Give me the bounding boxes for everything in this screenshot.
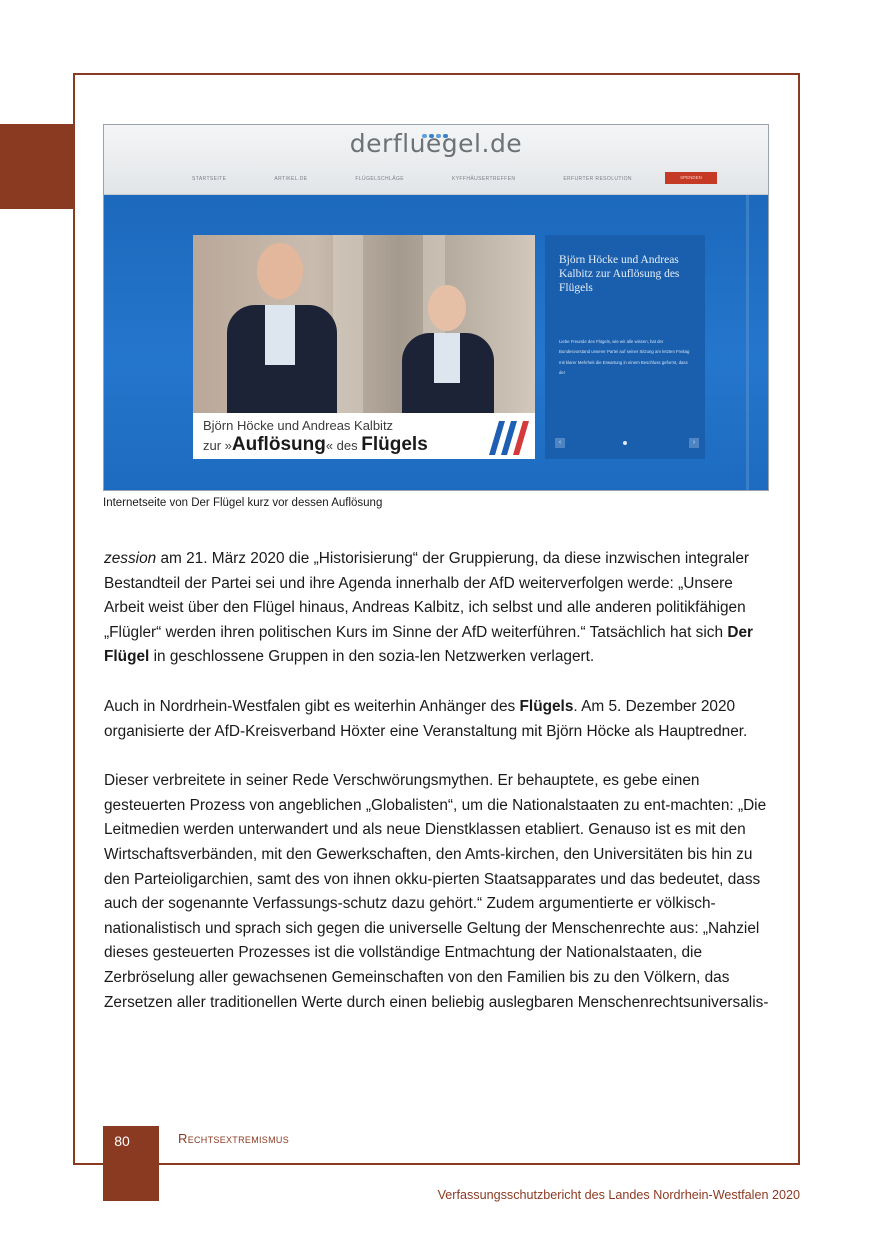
site-donate-button: SPENDEN	[665, 172, 717, 184]
paragraph: Auch in Nordrhein-Westfalen gibt es weiterhin Anhänger des Flügels. Am 5. Dezember 2020 organisierte der AfD-Kreisverband Höxter eine Veranstaltung mit Björn Höcke als Hauptredner.	[104, 697, 748, 740]
site-nav-item: ARTIKEL.DE	[274, 176, 308, 182]
person-right	[398, 265, 498, 413]
slider-controls	[555, 438, 699, 450]
teaser-box	[545, 235, 705, 459]
photo-caption-line2: zur »Auflösung« des Flügels	[203, 434, 428, 455]
paragraph: Dieser verbreitete in seiner Rede Verschwörungsmythen. Er behauptete, es gebe einen gesteuerten Prozess von angeblichen „Globalisten“, um die Nationalstaaten zu ent-machten: „Die Leitmedien werden unterwandert und als neue Dienstklassen etabliert. Genauso ist es mit den Wirtschaftsverbänden, mit den Gewerkschaften, den Amts-kirchen, den Universitäten bis hin zu den Parteioligarchien, samt des von ihnen okku-pierten Staatsapparates und das bedeutet, dass auch der sogenannte Verfassungs-schutz dazu gehört.“ Zudem argumentierte er völkisch-nationalistisch und sprach sich gegen die universelle Geltung der Menschenrechte aus: „Nahziel dieses gesteuerten Prozesses ist die vollständige Entmachtung der Nationalstaaten, die Zerbröselung aller gewachsenen Gemeinschaften von den Familien bis zu den Völkern, das Zersetzen aller traditionellen Werte durch einen beliebig auslegbaren Menschenrechtsuniversalis-	[104, 772, 769, 1011]
chevron-left-icon: ‹	[555, 438, 565, 448]
slider-dot-icon	[623, 441, 627, 445]
site-nav-item: ERFURTER RESOLUTION	[563, 176, 632, 182]
flag-stripes-icon	[475, 421, 531, 455]
site-scroll-edge	[746, 195, 749, 491]
site-header	[104, 125, 768, 195]
photo-caption-bar	[193, 413, 535, 459]
teaser-title: Björn Höcke und Andreas Kalbitz zur Auflösung des Flügels	[559, 254, 680, 294]
site-nav	[192, 176, 632, 182]
footer-title: Verfassungsschutzbericht des Landes Nordrhein-Westfalen 2020	[437, 1188, 800, 1202]
section-label: Rechtsextremismus	[178, 1131, 289, 1146]
site-logo: derfluegel.de	[349, 129, 523, 158]
website-screenshot	[103, 124, 769, 491]
chevron-right-icon: ›	[689, 438, 699, 448]
person-left	[223, 235, 343, 413]
portrait-photo	[193, 235, 535, 413]
side-color-tab	[0, 124, 74, 209]
page-number-box	[103, 1126, 159, 1201]
site-nav-item: FLÜGELSCHLÄGE	[355, 176, 404, 182]
page-number: 80	[114, 1133, 130, 1149]
figure-caption: Internetseite von Der Flügel kurz vor dessen Auflösung	[103, 497, 383, 509]
photo-caption-line1: Björn Höcke und Andreas Kalbitz	[203, 418, 394, 433]
body-text	[104, 547, 772, 1040]
paragraph: zession am 21. März 2020 die „Historisierung“ der Gruppierung, da diese inzwischen integraler Bestandteil der Partei sei und ihre Agenda innerhalb der AfD weiterverfolgen werde: „Unsere Arbeit weist über den Flügel hinaus, Andreas Kalbitz, ich selbst und alle anderen politikfähigen „Flügler“ werden ihren politischen Kurs im Sinne der AfD weiterführen.“ Tatsächlich hat sich Der Flügel in geschlossene Gruppen in den sozia-len Netzwerken verlagert.	[104, 550, 753, 666]
teaser-text: Liebe Freunde des Flügels, wie wir alle wissen, hat der Bundesvorstand unserer Partei auf seiner Sitzung am letzten Freitag mit klarer Mehrheit die Erwartung in einem Beschluss geformt, dass der	[559, 339, 690, 376]
site-nav-item: STARTSEITE	[192, 176, 227, 182]
site-nav-item: KYFFHÄUSERTREFFEN	[451, 176, 516, 182]
